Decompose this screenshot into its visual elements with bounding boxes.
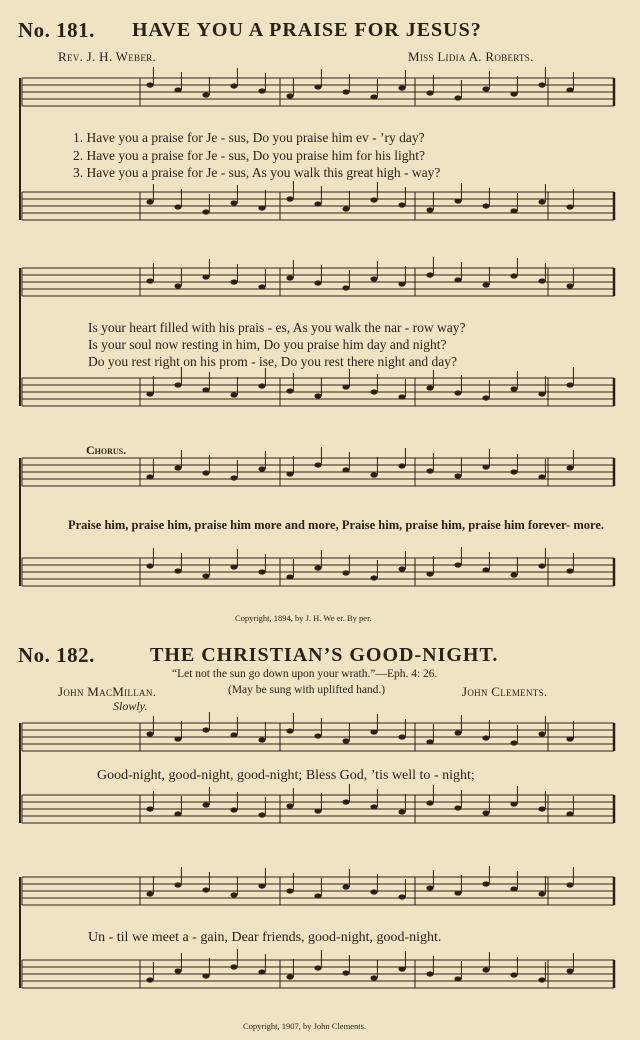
tempo-182: Slowly.: [113, 699, 148, 713]
note-head: [566, 382, 573, 387]
note-head: [510, 740, 517, 745]
note-head: [566, 465, 573, 470]
hymn-number-182: No. 182.: [18, 643, 95, 667]
note-head: [314, 808, 321, 813]
note-head: [398, 202, 405, 207]
note-head: [202, 274, 209, 279]
note-head: [566, 204, 573, 209]
note-head: [202, 92, 209, 97]
note-head: [370, 804, 377, 809]
note-head: [482, 881, 489, 886]
note-head: [370, 575, 377, 580]
note-head: [174, 382, 181, 387]
note-head: [482, 967, 489, 972]
note-head: [314, 393, 321, 398]
note-head: [454, 730, 461, 735]
note-head: [482, 810, 489, 815]
note-head: [566, 283, 573, 288]
note-head: [370, 729, 377, 734]
note-head: [426, 800, 433, 805]
note-head: [538, 199, 545, 204]
composer-182: John Clements.: [462, 684, 548, 699]
note-head: [286, 388, 293, 393]
note-head: [258, 969, 265, 974]
note-head: [146, 474, 153, 479]
note-head: [398, 894, 405, 899]
note-head: [314, 733, 321, 738]
note-head: [510, 801, 517, 806]
note-head: [566, 568, 573, 573]
note-head: [146, 977, 153, 982]
note-head: [454, 473, 461, 478]
note-head: [454, 890, 461, 895]
note-head: [202, 209, 209, 214]
author-182: John MacMillan.: [58, 684, 157, 699]
note-head: [482, 567, 489, 572]
note-head: [202, 802, 209, 807]
note-head: [258, 737, 265, 742]
note-head: [510, 208, 517, 213]
note-head: [286, 728, 293, 733]
note-head: [454, 95, 461, 100]
note-head: [146, 563, 153, 568]
note-head: [174, 882, 181, 887]
note-head: [426, 971, 433, 976]
note-head: [314, 84, 321, 89]
note-head: [174, 568, 181, 573]
note-head: [566, 882, 573, 887]
note-head: [342, 799, 349, 804]
note-head: [426, 272, 433, 277]
note-head: [342, 89, 349, 94]
note-head: [230, 964, 237, 969]
note-head: [314, 462, 321, 467]
note-head: [510, 386, 517, 391]
hymn-number-181: No. 181.: [18, 18, 95, 42]
note-head: [482, 464, 489, 469]
note-head: [510, 273, 517, 278]
note-head: [538, 731, 545, 736]
note-head: [510, 972, 517, 977]
note-head: [482, 395, 489, 400]
note-head: [342, 884, 349, 889]
note-head: [538, 278, 545, 283]
note-head: [426, 207, 433, 212]
note-head: [258, 88, 265, 93]
note-head: [286, 93, 293, 98]
note-head: [314, 893, 321, 898]
note-head: [286, 471, 293, 476]
note-head: [510, 91, 517, 96]
note-head: [538, 563, 545, 568]
note-head: [314, 965, 321, 970]
note-head: [230, 83, 237, 88]
note-head: [258, 205, 265, 210]
note-head: [230, 279, 237, 284]
note-head: [286, 888, 293, 893]
note-head: [146, 891, 153, 896]
verse-line-1-2: 2. Have you a praise for Je - sus, Do you praise him for his light?: [73, 148, 426, 163]
note-head: [174, 736, 181, 741]
note-head: [342, 467, 349, 472]
note-head: [426, 468, 433, 473]
note-head: [482, 282, 489, 287]
note-head: [174, 811, 181, 816]
note-head: [510, 572, 517, 577]
note-head: [426, 385, 433, 390]
note-head: [398, 394, 405, 399]
verse-line-2-2: Is your soul now resting in him, Do you praise him day and night?: [88, 337, 447, 352]
note-head: [230, 732, 237, 737]
note-head: [146, 278, 153, 283]
note-head: [426, 885, 433, 890]
note-head: [258, 812, 265, 817]
note-head: [370, 94, 377, 99]
note-head: [398, 566, 405, 571]
note-head: [370, 389, 377, 394]
verse-line-1-1: 1. Have you a praise for Je - sus, Do you praise him ev - ’ry day?: [73, 130, 425, 145]
note-head: [398, 463, 405, 468]
note-head: [174, 968, 181, 973]
note-head: [398, 966, 405, 971]
verse-line-2-3: Do you rest right on his prom - ise, Do you rest there night and day?: [88, 354, 457, 369]
chorus-label: Chorus.: [86, 443, 127, 457]
epigraph-182: “Let not the sun go down upon your wrath.”—Eph. 4: 26.: [172, 668, 438, 680]
note-head: [370, 197, 377, 202]
note-head: [510, 886, 517, 891]
note-head: [230, 200, 237, 205]
note-head: [286, 974, 293, 979]
note-head: [230, 475, 237, 480]
note-head: [174, 283, 181, 288]
note-head: [174, 465, 181, 470]
note-head: [146, 391, 153, 396]
copyright-182: Copyright, 1907, by John Clements.: [243, 1021, 367, 1031]
note-head: [566, 87, 573, 92]
note-head: [202, 887, 209, 892]
note-head: [454, 277, 461, 282]
note-head: [398, 281, 405, 286]
note-head: [370, 472, 377, 477]
note-head: [342, 285, 349, 290]
note-182: (May be sung with uplifted hand.): [228, 684, 386, 696]
note-head: [426, 571, 433, 576]
note-head: [146, 806, 153, 811]
note-head: [258, 569, 265, 574]
note-head: [538, 891, 545, 896]
note-head: [538, 806, 545, 811]
note-head: [566, 968, 573, 973]
note-head: [342, 738, 349, 743]
chorus-lyric: Praise him, praise him, praise him more and more, Praise him, praise him, praise him forever- more.: [68, 518, 605, 532]
note-head: [258, 383, 265, 388]
lyric-182-1: Good-night, good-night, good-night; Bless God, ’tis well to - night;: [97, 768, 475, 783]
note-head: [314, 201, 321, 206]
note-head: [286, 275, 293, 280]
note-head: [230, 392, 237, 397]
note-head: [342, 384, 349, 389]
note-head: [426, 90, 433, 95]
note-head: [398, 85, 405, 90]
note-head: [398, 809, 405, 814]
note-head: [230, 807, 237, 812]
note-head: [314, 280, 321, 285]
note-head: [482, 86, 489, 91]
note-head: [426, 739, 433, 744]
composer-181: Miss Lidia A. Roberts.: [408, 49, 534, 64]
note-head: [342, 570, 349, 575]
note-head: [538, 391, 545, 396]
note-head: [314, 565, 321, 570]
note-head: [286, 196, 293, 201]
note-head: [174, 204, 181, 209]
note-head: [202, 973, 209, 978]
note-head: [146, 199, 153, 204]
note-head: [538, 474, 545, 479]
note-head: [454, 390, 461, 395]
lyric-182-2: Un - til we meet a - gain, Dear friends, good-night, good-night.: [88, 930, 442, 945]
verse-line-2-1: Is your heart filled with his prais - es, As you walk the nar - row way?: [88, 320, 466, 335]
note-head: [342, 970, 349, 975]
note-head: [566, 811, 573, 816]
note-head: [454, 562, 461, 567]
note-head: [342, 206, 349, 211]
note-head: [174, 87, 181, 92]
note-head: [370, 276, 377, 281]
author-181: Rev. J. H. Weber.: [58, 49, 157, 64]
note-head: [454, 198, 461, 203]
note-head: [146, 82, 153, 87]
note-head: [398, 734, 405, 739]
note-head: [146, 731, 153, 736]
note-head: [370, 889, 377, 894]
note-head: [566, 736, 573, 741]
note-head: [202, 387, 209, 392]
note-head: [454, 805, 461, 810]
note-head: [482, 203, 489, 208]
note-head: [202, 573, 209, 578]
note-head: [482, 735, 489, 740]
note-head: [538, 82, 545, 87]
note-head: [202, 727, 209, 732]
note-head: [538, 977, 545, 982]
note-head: [454, 976, 461, 981]
note-head: [258, 883, 265, 888]
hymn-title-182: THE CHRISTIAN’S GOOD-NIGHT.: [150, 644, 499, 666]
note-head: [510, 469, 517, 474]
note-head: [370, 975, 377, 980]
note-head: [286, 803, 293, 808]
note-head: [202, 470, 209, 475]
note-head: [230, 564, 237, 569]
note-head: [286, 574, 293, 579]
note-head: [230, 892, 237, 897]
copyright-181: Copyright, 1894, by J. H. We er. By per.: [235, 613, 372, 623]
note-head: [258, 466, 265, 471]
note-head: [258, 284, 265, 289]
hymn-title-181: HAVE YOU A PRAISE FOR JESUS?: [132, 19, 482, 41]
verse-line-1-3: 3. Have you a praise for Je - sus, As you walk this great high - way?: [73, 165, 441, 180]
